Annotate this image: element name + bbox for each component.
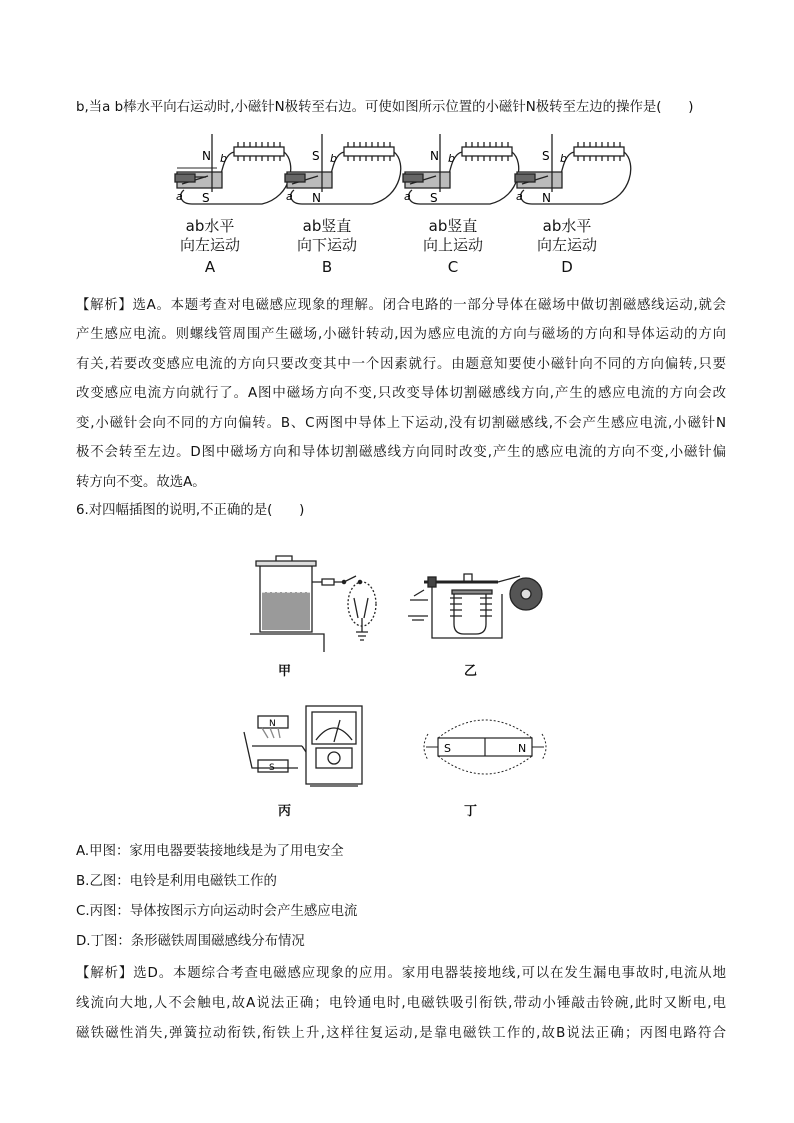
- q5-analysis-line: 转方向不变。故选A。: [76, 475, 206, 490]
- svg-text:N: N: [202, 149, 211, 163]
- q5-caption-a-2: 向左运动: [179, 236, 240, 254]
- q6-figure-ding: [420, 712, 550, 782]
- q5-letter-b: B: [321, 258, 333, 276]
- q5-figure-c: [400, 132, 520, 212]
- q6-option-d: D.丁图：条形磁铁周围磁感线分布情况: [76, 934, 305, 949]
- q6-panel-label-yi: 乙: [464, 664, 478, 679]
- q5-caption-d-2: 向左运动: [536, 236, 597, 254]
- svg-text:N: N: [269, 719, 276, 729]
- q6-option-b: B.乙图：电铃是利用电磁铁工作的: [76, 874, 277, 889]
- q6-analysis-line: 线流向大地,人不会触电,故A说法正确；电铃通电时,电磁铁吸引衔铁,带动小锤敲击铃碗,此时又断电,电: [76, 996, 726, 1011]
- q6-option-c: C.丙图：导体按图示方向运动时会产生感应电流: [76, 904, 358, 919]
- svg-text:S: S: [269, 763, 275, 773]
- svg-text:S: S: [202, 191, 210, 205]
- q5-letter-d: D: [561, 258, 573, 276]
- svg-text:N: N: [518, 742, 527, 755]
- svg-text:S: S: [542, 149, 550, 163]
- q5-figure-d: [512, 132, 632, 212]
- q6-stem: 6.对四幅插图的说明,不正确的是( ): [76, 503, 305, 518]
- q6-figure-bing: [240, 702, 370, 794]
- q5-analysis-line: 变,小磁针会向不同的方向偏转。B、C两图中导体上下运动,没有切割磁感线,不会产生感应电流,小磁针N: [76, 416, 726, 431]
- q5-stem: b,当a b棒水平向右运动时,小磁针N极转至右边。可使如图所示位置的小磁针N极转至左边的操作是( ): [76, 100, 694, 115]
- q5-analysis-line: 产生感应电流。则螺线管周围产生磁场,小磁针转动,因为感应电流的方向与磁场的方向和导体运动的方向: [76, 327, 726, 342]
- q5-caption-d-1: ab水平: [542, 217, 592, 235]
- q5-analysis-line: 有关,若要改变感应电流的方向只要改变其中一个因素就行。由题意知要使小磁针向不同的方向偏转,只要: [76, 357, 726, 372]
- q6-panel-label-bing: 丙: [278, 804, 292, 819]
- q5-analysis-line: 极不会转至左边。D图中磁场方向和导体切割磁感线方向同时改变,产生的感应电流的方向不变,小磁针偏: [76, 445, 726, 460]
- q5-figure-a: [172, 132, 292, 212]
- q5-analysis-line: 改变感应电流方向就行了。A图中磁场方向不变,只改变导体切割磁感线方向,产生的感应电流的方向会改: [76, 386, 726, 401]
- q5-figure-b: [282, 132, 402, 212]
- svg-text:S: S: [430, 191, 438, 205]
- svg-text:b: b: [330, 152, 337, 165]
- q5-caption-c-1: ab竖直: [428, 217, 478, 235]
- svg-text:N: N: [312, 191, 321, 205]
- q6-analysis-line: 【解析】选D。本题综合考查电磁感应现象的应用。家用电器装接地线,可以在发生漏电事故时,电流从地: [76, 966, 726, 981]
- svg-text:a: a: [176, 190, 183, 203]
- svg-text:b: b: [560, 152, 567, 165]
- svg-text:a: a: [286, 190, 293, 203]
- q6-panel-label-jia: 甲: [278, 664, 292, 679]
- q5-caption-b-2: 向下运动: [296, 236, 357, 254]
- q6-figure-jia: [250, 552, 390, 652]
- q6-figure-yi: [404, 560, 554, 642]
- svg-text:a: a: [516, 190, 523, 203]
- q6-option-a: A.甲图：家用电器要装接地线是为了用电安全: [76, 844, 344, 859]
- svg-text:N: N: [430, 149, 439, 163]
- q5-analysis-line: 【解析】选A。本题考查对电磁感应现象的理解。闭合电路的一部分导体在磁场中做切割磁感线运动,就会: [76, 298, 726, 313]
- svg-text:S: S: [312, 149, 320, 163]
- q5-caption-c-2: 向上运动: [422, 236, 483, 254]
- q5-caption-b-1: ab竖直: [302, 217, 352, 235]
- q5-letter-c: C: [447, 258, 459, 276]
- svg-text:a: a: [404, 190, 411, 203]
- svg-text:b: b: [220, 152, 227, 165]
- q6-panel-label-ding: 丁: [464, 804, 478, 819]
- svg-text:b: b: [448, 152, 455, 165]
- svg-text:N: N: [542, 191, 551, 205]
- q5-caption-a-1: ab水平: [185, 217, 235, 235]
- q5-letter-a: A: [204, 258, 216, 276]
- svg-text:S: S: [444, 742, 451, 755]
- q6-analysis-line: 磁铁磁性消失,弹簧拉动衔铁,衔铁上升,这样往复运动,是靠电磁铁工作的,故B说法正确；丙图电路符合: [76, 1026, 726, 1041]
